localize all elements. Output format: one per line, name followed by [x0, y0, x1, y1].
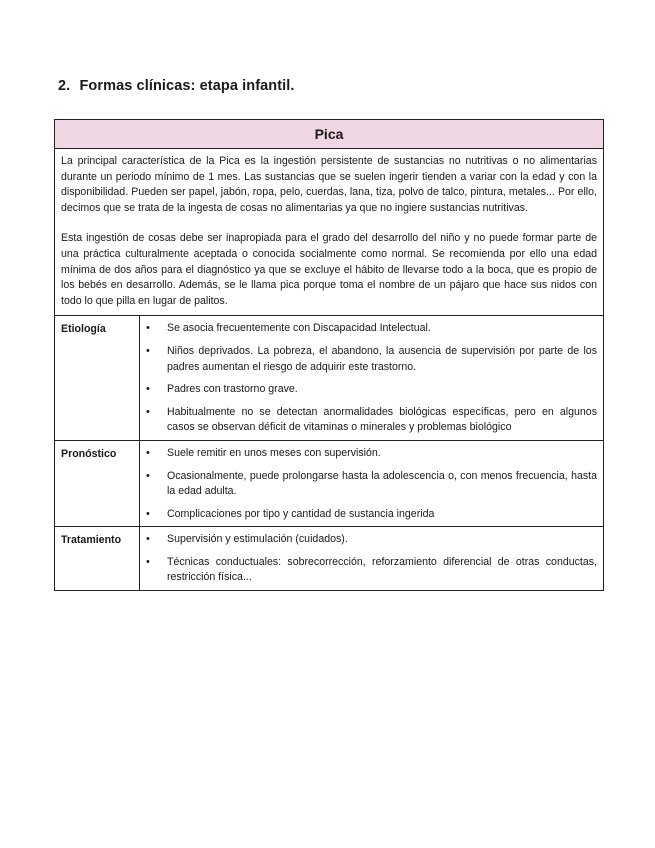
list-item: [146, 446, 597, 462]
table-row-pronostico: [55, 440, 604, 526]
description-cell: [55, 149, 604, 316]
bullet-icon: •: [146, 446, 150, 459]
bullet-icon: •: [146, 344, 150, 357]
bullet-list: [146, 446, 597, 522]
bullet-icon: •: [146, 322, 150, 335]
list-item: [146, 469, 597, 500]
list-item-text: Técnicas conductuales: sobrecorrección, reforzamiento diferencial de otras conductas, restricción física...: [167, 555, 597, 584]
table-row-etiologia: [55, 316, 604, 441]
bullet-icon: •: [146, 533, 150, 546]
pica-table: [54, 119, 604, 591]
bullet-icon: •: [146, 507, 150, 520]
section-title-text: Formas clínicas: etapa infantil.: [79, 78, 295, 94]
list-item-text: Suele remitir en unos meses con supervisión.: [167, 446, 381, 459]
list-item: [146, 507, 597, 523]
list-item-text: Habitualmente no se detectan anormalidades biológicas específicas, pero en algunos casos se observan déficit de vitaminas o minerales y problemas biológico: [167, 405, 597, 434]
list-item-text: Supervisión y estimulación (cuidados).: [167, 533, 348, 546]
bullet-icon: •: [146, 405, 150, 418]
bullet-list: [146, 321, 597, 436]
list-item: [146, 405, 597, 436]
list-item-text: Ocasionalmente, puede prolongarse hasta la adolescencia o, con menos frecuencia, hasta la edad adulta.: [167, 469, 597, 498]
section-number: 2.: [58, 78, 71, 94]
table-row-tratamiento: [55, 527, 604, 591]
row-label: Pronóstico: [55, 440, 140, 526]
section-title: [58, 78, 295, 94]
list-item-text: Complicaciones por tipo y cantidad de sustancia ingerida: [167, 507, 435, 520]
table-header: Pica: [55, 120, 604, 149]
list-item: [146, 555, 597, 586]
row-label: Tratamiento: [55, 527, 140, 591]
list-item-text: Se asocia frecuentemente con Discapacidad Intelectual.: [167, 322, 431, 335]
list-item-text: Padres con trastorno grave.: [167, 383, 298, 396]
bullet-list: [146, 532, 597, 586]
list-item: [146, 321, 597, 337]
list-item: [146, 532, 597, 548]
bullet-icon: •: [146, 469, 150, 482]
list-item: [146, 344, 597, 375]
description-paragraph: La principal característica de la Pica es la ingestión persistente de sustancias no nutritivas o no alimentarias durante un periodo mínimo de 1 mes. Las sustancias que se suelen ingerir tienden a variar con la edad y con la disponibilidad. Pueden ser papel, jabón, ropa, pelo, cuerdas, lana, tiza, polvo de talco, pintura, metales... Por ello, decimos que se trata de la ingesta de cosas no alimentarias ya que no ingiere sustancias nutritivas.: [61, 155, 597, 214]
row-label: Etiología: [55, 316, 140, 441]
bullet-icon: •: [146, 383, 150, 396]
list-item: [146, 382, 597, 398]
description-paragraph: Esta ingestión de cosas debe ser inapropiada para el grado del desarrollo del niño y no puede formar parte de una práctica culturalmente aceptada o conocida socialmente como normal. Se recomienda por ello una edad mínima de dos años para el diagnóstico ya que se excluye el hábito de llevarse todo a la boca, que es propio de los bebés en desarrollo. Además, se le llama pica porque toma el nombre de un pájaro que hace sus nidos con todo lo que pilla en lugar de palitos.: [61, 232, 597, 307]
bullet-icon: •: [146, 555, 150, 568]
list-item-text: Niños deprivados. La pobreza, el abandono, la ausencia de supervisión por parte de los padres aumentan el riesgo de adquirir este trastorno.: [167, 344, 597, 373]
